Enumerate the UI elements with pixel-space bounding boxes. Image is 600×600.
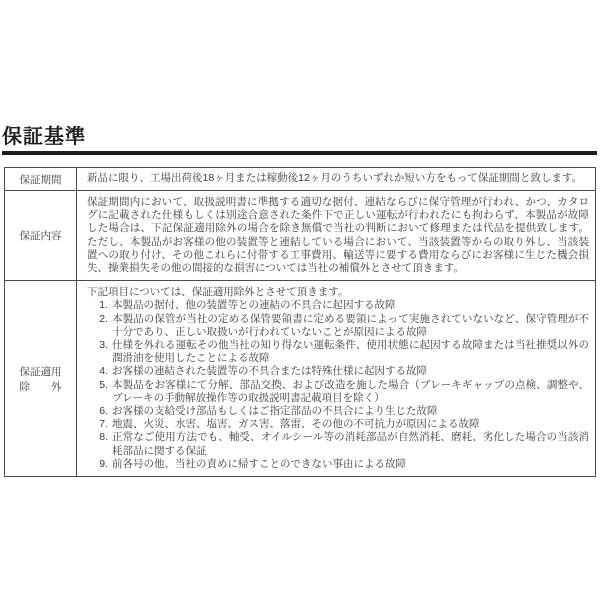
item-text: 前各号の他、当社の責めに帰すことのできない事由による故障: [112, 457, 406, 470]
item-text: お客様の支給受け部品もしくはご指定部品の不具合により生じた故障: [112, 405, 438, 418]
exemption-list: [87, 299, 589, 471]
table-row-warranty-coverage: [5, 191, 596, 281]
exemption-label-char1: 除: [19, 380, 30, 393]
item-number: 2.: [99, 312, 108, 325]
exemption-list-item: [94, 339, 589, 365]
item-number: 4.: [99, 365, 108, 378]
item-number: 8.: [99, 431, 108, 444]
table-row-warranty-period: [5, 168, 596, 191]
row-content-warranty-period: 新品に限り、工場出荷後18ヶ月または稼動後12ヶ月のうちいずれか短い方をもって保証期間と致します。: [77, 168, 596, 191]
item-number: 7.: [99, 418, 108, 431]
exemption-label-line2: [20, 379, 62, 394]
row-label-warranty-exemption: [5, 281, 77, 477]
page-title: 保証基準: [2, 126, 86, 148]
title-underline-rule: [2, 151, 597, 155]
item-number: 5.: [99, 378, 108, 391]
item-number: 9.: [99, 457, 108, 470]
title-block: [2, 126, 597, 155]
exemption-list-item: [94, 299, 589, 312]
exemption-label-char2: 外: [51, 380, 62, 393]
item-text: 本製品をお客様にて分解、部品交換、および改造を施した場合（ブレーキギャップの点検、調整や、ブレーキの手動解放操作等の取扱説明書記載項目を除く）: [112, 378, 589, 404]
exemption-list-item: [94, 379, 589, 405]
item-number: 3.: [99, 339, 108, 352]
item-text: お客様の連結された装置等の不具合または特殊仕様に起因する故障: [112, 365, 427, 378]
exemption-intro-text: 下記項目については、保証適用除外とさせて頂きます。: [87, 286, 349, 299]
item-text: 本製品の保管が当社の定める保管要領書に定める要領によって実施されていないなど、保守管理が不十分であり、正しい取扱いが行われていないことが原因による故障: [112, 312, 589, 338]
exemption-label-line1: 保証適用: [19, 365, 62, 378]
exemption-list-item: [94, 431, 589, 457]
item-text: 本製品の据付、他の装置等との連結の不具合に起因する故障: [112, 299, 396, 312]
table-row-warranty-exemption: [5, 281, 596, 477]
warranty-table: [4, 167, 596, 477]
row-label-warranty-coverage: 保証内容: [5, 191, 77, 281]
exemption-list-item: [94, 418, 589, 431]
exemption-list-item: [94, 458, 589, 471]
row-label-warranty-period: 保証期間: [5, 168, 77, 191]
item-text: 正常なご使用方法でも、軸受、オイルシール等の消耗部品が自然消耗、磨耗、劣化した場合の当該消耗部品に関する保証: [112, 431, 589, 457]
exemption-list-item: [94, 313, 589, 339]
item-text: 地震、火災、水害、塩害、ガス害、落雷、その他の不可抗力が原因による故障: [112, 418, 480, 431]
item-number: 1.: [99, 299, 108, 312]
exemption-list-item: [94, 405, 589, 418]
exemption-list-item: [94, 365, 589, 378]
row-content-warranty-coverage: 保証期間内において、取扱説明書に準拠する適切な据付、連結ならびに保守管理が行われ、かつ、カタログに記載された仕様もしくは別途合意された条件下で正しい運転が行われたにも拘わらず、本製品が故障した場合は、下記保証適用除外の場合を除き無償で当社の判断において修理または代品を提供致します。ただし、本製品がお客様の他の装置等と連結している場合において、当該装置等からの取り外し、当該装置への取り付け、その他これらに付帯する工事費用、輸送等に要する費用ならびにお客様に生じた機会損失、操業損失その他の間接的な損害については当社の補償外とさせて頂きます。: [77, 191, 596, 281]
item-number: 6.: [99, 405, 108, 418]
row-content-warranty-exemption: [77, 281, 596, 477]
exemption-label: [20, 364, 62, 394]
item-text: 仕様を外れる運転その他当社の知り得ない運転条件、使用状態に起因する故障または当社推奨以外の潤滑油を使用したことによる故障: [112, 339, 589, 365]
